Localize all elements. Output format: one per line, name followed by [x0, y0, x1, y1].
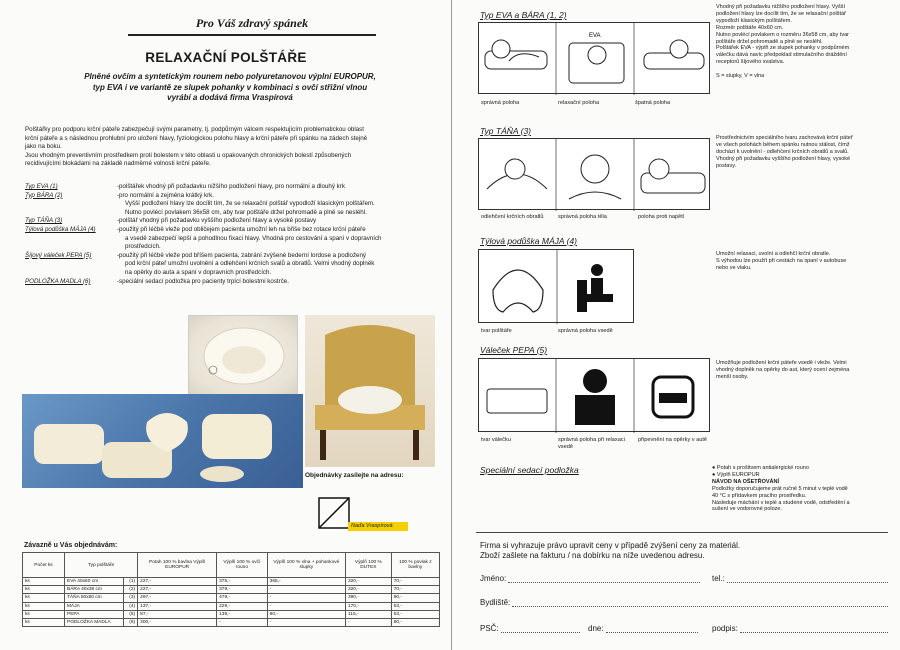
description-line: vhodný doplněk na opěrky do aut, který ocení zejména: [716, 366, 850, 373]
description-line: Vhodný při požadavku vyššího podložení hlavy, vysoké: [716, 155, 851, 162]
tana-positions-illustration: [479, 139, 711, 211]
pepa-illustration: [478, 358, 710, 432]
pillow-photo: [188, 315, 298, 397]
table-cell: 227,-: [138, 578, 217, 586]
table-row: [23, 586, 440, 594]
table-cell: -: [267, 618, 345, 626]
table-cell: 479,-: [217, 594, 268, 602]
table-cell: 170,-: [345, 602, 391, 610]
product-desc-line: na opěrky do auta a spaní v dopravních prostředcích.: [125, 268, 272, 276]
product-desc-line: -použitý při léčbě vleže pod bříšem pacienta, zabrání zvýšené bederní lordose a podložený: [117, 251, 367, 259]
pillow-illustration: [189, 316, 299, 398]
product-desc-line: Vyšší podložení hlavy lze docílit tím, že se relaxační polštář vypodloží klasickým polštářem.: [125, 200, 375, 208]
product-desc: [117, 183, 440, 192]
description-line: sušení ve vodorovné poloze.: [712, 506, 783, 513]
table-cell: 137,-: [138, 602, 217, 610]
table-cell: 70,-: [391, 578, 439, 586]
table-header-row: [23, 553, 440, 578]
subtitle: [40, 72, 420, 104]
description-line: vypodloží klasickým polštářem.: [716, 17, 792, 24]
table-row: [23, 594, 440, 602]
description-line: 40 °C s přídavkem pracího prostředku.: [712, 492, 807, 499]
table-cell: 115,-: [345, 610, 391, 618]
table-cell: -: [267, 602, 345, 610]
description-line: S výhodou lze použít při cestách na spaní v autobuse: [716, 257, 847, 264]
product-row: [25, 192, 440, 218]
table-cell: 300,-: [138, 618, 217, 626]
divider: [476, 532, 888, 533]
product-row: [25, 252, 440, 278]
signature-field[interactable]: [712, 624, 888, 633]
description-line: Rozměr polštáře 40x60 cm.: [716, 24, 784, 31]
table-cell: -: [217, 618, 268, 626]
table-cell: 90,-: [391, 594, 439, 602]
header-cell: 100 % povlak z bavlny: [391, 553, 439, 578]
eva-label: EVA: [589, 33, 601, 39]
header-cell: Výplň 100 % ovčí rouno: [217, 553, 268, 578]
table-cell[interactable]: ks: [23, 602, 65, 610]
signature-label: podpis:: [712, 624, 738, 633]
table-cell: 320,-: [345, 578, 391, 586]
caption: relaxační poloha: [558, 100, 600, 106]
product-desc: [117, 252, 440, 278]
caption: správná poloha vsedě: [558, 328, 613, 334]
product-row: [25, 278, 440, 287]
order-title: Závazně u Vás objednávám:: [24, 542, 118, 549]
header-cell: Potah 100 % bavlna Výplň EUROPUR: [138, 553, 217, 578]
product-row: [25, 183, 440, 192]
table-cell: -: [345, 618, 391, 626]
care-text: [712, 486, 892, 514]
product-desc: [117, 278, 440, 287]
caption: připevnění na opěrky v autě: [638, 437, 708, 443]
product-desc-line: a vsedě zabezpečí lepší a pohodlnou fixaci hlavy. Vhodná pro cestování a spaní v dopravních: [125, 234, 382, 242]
banner: Pro Váš zdravý spánek: [128, 12, 376, 34]
table-row: [23, 578, 440, 586]
order-table-body: [23, 578, 440, 627]
logo-text: Naďa Vraspírová: [348, 522, 408, 531]
table-cell: 80,-: [391, 618, 439, 626]
bullet-item: ● Potah s prošitvem antialergické rouno: [712, 465, 892, 472]
table-cell: (3): [124, 594, 138, 602]
description-line: Nutno povlécí povlakem o rozměru 36x58 cm, aby tvar: [716, 31, 849, 38]
product-row: [25, 217, 440, 226]
header-cell: Typ polštáře: [65, 553, 138, 578]
intro-line: Jsou vhodným preventivním prostředkem proti bolestem v této oblasti u opakovaných chronických bolestí způsobených: [25, 151, 352, 159]
intro-text: [25, 126, 435, 169]
subtitle-line: Plněné ovčím a syntetickým rounem nebo polyuretanovou výplní EUROPUR,: [84, 72, 376, 81]
table-cell: 229,-: [217, 602, 268, 610]
description-line: Polštářek EVA - výplň ze slupek pohanky v podpůrném: [716, 45, 850, 52]
caption: špatná poloha: [635, 100, 671, 106]
intro-line: jako na boku.: [25, 143, 62, 151]
table-cell: (2): [124, 586, 138, 594]
table-cell: 53,-: [391, 602, 439, 610]
phone-label: tel.:: [712, 574, 725, 583]
table-cell: BÁRA 40x36 cm: [65, 586, 124, 594]
table-cell[interactable]: ks: [23, 578, 65, 586]
product-photo: [22, 394, 303, 488]
product-name: Typ BÁRA (2): [25, 191, 63, 199]
address-label: Bydliště:: [480, 598, 511, 607]
description-line: podložení hlavy lze docílit tím, že se relaxační polštář: [716, 10, 846, 17]
table-cell: (6): [124, 618, 138, 626]
pepa-positions-illustration: [479, 359, 711, 433]
signature-input-line[interactable]: [740, 624, 888, 633]
description-line: nebo ve vlaku.: [716, 264, 752, 271]
maja-shape-illustration: [479, 250, 635, 324]
product-desc: [117, 226, 440, 252]
product-desc-line: -pro normální a zejména krátký krk.: [117, 191, 214, 199]
tana-description: [716, 135, 892, 170]
header-cell: Počet ks: [23, 553, 65, 578]
product-desc-line: pod krční páteř umožní uvolnění a odlehčení krčních svalů a obratlů. Velmi vhodný doplněk: [125, 260, 375, 268]
phone-field[interactable]: [712, 574, 888, 583]
product-name: Typ EVA (1): [25, 183, 58, 190]
table-cell: 297,-: [138, 594, 217, 602]
table-cell: -: [267, 594, 345, 602]
eva-bara-illustration: [478, 22, 710, 94]
product-desc-line: -polštář vhodný při požadavku vyššího podložení hlavy a vysoké postavy: [117, 217, 317, 225]
section-title-seat: Speciální sedací podložka: [480, 465, 579, 475]
sleeping-positions-illustration: [479, 23, 711, 95]
caption: odlehčení krčních obratlů: [481, 214, 544, 220]
table-cell: 53,-: [391, 610, 439, 618]
description-line: menší osoby.: [716, 373, 749, 380]
caption: správná poloha při relaxaci vsedě: [558, 437, 625, 450]
phone-input-line[interactable]: [727, 574, 888, 583]
table-row: [23, 618, 440, 626]
intro-line: krční páteře a s následnou prohlubní pro uložení hlavy, fyziologickou polohu hlavy a krční páteře při spánku na zádech stejně: [25, 134, 368, 142]
caption: poloha proti napětí: [638, 214, 685, 220]
description-line: válečku dává navíc předpoklad stimulačního dráždění: [716, 52, 847, 59]
bullet-item: ● Výplň EUROPUR: [712, 472, 892, 479]
product-desc-line: -použitý při léčbě vleže pod obličejem pacienta umožní leh na břiše bez rotace krční páteře: [117, 225, 366, 233]
table-cell: 320,-: [345, 586, 391, 594]
description-line: S = slupky, V = vlna: [716, 73, 765, 80]
name-label: Jméno:: [480, 574, 507, 583]
description-line: postavy.: [716, 162, 737, 169]
zip-label: PSČ:: [480, 624, 499, 633]
table-cell: MÁJA: [65, 602, 124, 610]
product-desc-line: -speciální sedací podložka pro pacienty trpící bolestmi kostrče.: [117, 277, 289, 285]
zip-input-line[interactable]: [501, 624, 580, 633]
table-cell: -: [267, 586, 345, 594]
product-list: [25, 183, 440, 286]
table-cell: PODLOŽKA MADLA: [65, 618, 124, 626]
table-cell: TÁŇA 50x60 cm: [65, 594, 124, 602]
pillows-illustration: [22, 394, 303, 488]
product-desc: [117, 217, 440, 226]
description-line: receptorů šíjového svalstva.: [716, 59, 785, 66]
description-line: dochází k uvolnění - odlehčení krčních obratlů a svalů.: [716, 148, 849, 155]
product-desc-line: Nutno povlécí povlakem 36x58 cm, aby tvar polštáře držel pohromadě a plně se nesléhl.: [125, 208, 367, 216]
subtitle-line: typ EVA i ve variantě ze slupek pohanky v kombinaci s ovčí střižní vlnou: [92, 82, 368, 92]
table-cell: 379,-: [217, 586, 268, 594]
table-cell: (1): [124, 578, 138, 586]
table-cell: PEPA: [65, 610, 124, 618]
chair-photo: [305, 315, 435, 467]
name-input-line[interactable]: [508, 574, 700, 583]
section-title-maja: Týlová podůška MÁJA (4): [480, 236, 577, 246]
description-line: Podložky doporučujeme prát ručně 5 minut v teplé vodě: [712, 485, 848, 492]
product-name: Týlová podůška MÁJA (4): [25, 225, 96, 233]
date-field[interactable]: [588, 624, 698, 633]
table-cell: 227,-: [138, 586, 217, 594]
section-title-eva-bara: Typ EVA a BÁRA (1, 2): [480, 10, 567, 20]
name-field[interactable]: [480, 574, 700, 583]
description-line: ve všech polohách během spánku nutnou stálost, čímž: [716, 141, 850, 148]
date-label: dne:: [588, 624, 604, 633]
date-input-line[interactable]: [606, 624, 698, 633]
product-name: Typ TÁŇA (3): [25, 217, 63, 225]
chair-illustration: [305, 315, 435, 467]
order-address-note: Objednávky zasílejte na adresu:: [305, 472, 404, 479]
table-cell: 365,-: [267, 578, 345, 586]
table-cell[interactable]: ks: [23, 594, 65, 602]
section-title-tana: Typ TÁŇA (3): [480, 126, 532, 136]
maja-description: [716, 251, 892, 272]
care-title: NÁVOD NA OŠETŘOVÁNÍ: [712, 478, 780, 485]
tana-illustration: [478, 138, 710, 210]
description-line: Umožňuje podložení krční páteře vsedě i vleže. Velmi: [716, 360, 847, 366]
description-line: [716, 66, 892, 73]
product-desc-line: prostředcích.: [125, 243, 161, 251]
table-row: [23, 602, 440, 610]
maja-illustration: [478, 249, 634, 323]
description-line: Umožní relaxaci, uvolní a odlehčí krční obratle.: [716, 251, 831, 257]
intro-line: Polštářky pro podporu krční páteře zabezpečují svými parametry, tj. podpůrným válcem respektujícím problematickou oblast: [25, 126, 364, 133]
eva-bara-description: [716, 4, 892, 80]
table-cell: (4): [124, 602, 138, 610]
product-name: Šíjový váleček PEPA (5): [25, 251, 92, 259]
table-cell: 90,-: [267, 610, 345, 618]
description-line: Vhodný při požadavku nižšího podložení hlavy. Vyšší: [716, 4, 846, 10]
table-cell[interactable]: ks: [23, 610, 65, 618]
notice: [480, 541, 880, 561]
description-line: Následuje máchání v teplé a studené vodě, odstředění a: [712, 499, 850, 506]
table-cell: (5): [124, 610, 138, 618]
seat-details: [712, 465, 892, 513]
order-table: [22, 552, 440, 627]
address-field[interactable]: [480, 598, 888, 607]
table-cell: EVA 40x60 cm: [65, 578, 124, 586]
table-cell[interactable]: ks: [23, 618, 65, 626]
notice-line: Firma si vyhrazuje právo upravit ceny v případě zvýšení ceny za materiál.: [480, 541, 741, 550]
pepa-description: [716, 360, 892, 381]
table-cell: 87,-: [138, 610, 217, 618]
product-row: [25, 226, 440, 252]
intro-line: recidivujícími blokádami na základě nadměrné volnosti krční páteře.: [25, 160, 211, 168]
table-cell: 139,-: [217, 610, 268, 618]
section-title-pepa: Váleček PEPA (5): [480, 345, 548, 355]
table-cell[interactable]: ks: [23, 586, 65, 594]
caption: tvar polštáře: [481, 328, 512, 334]
caption: správná poloha: [481, 100, 520, 106]
caption: správná poloha těla: [558, 214, 607, 220]
address-input-line[interactable]: [512, 598, 888, 607]
table-cell: 390,-: [345, 594, 391, 602]
table-cell: 70,-: [391, 586, 439, 594]
product-desc: [117, 192, 440, 218]
header-cell: Výplň 100 % vlna + pohankové slupky: [267, 553, 345, 578]
caption: tvar válečku: [481, 437, 511, 443]
product-name: PODLOŽKA MADLA (6): [25, 277, 91, 285]
header-cell: Výplň 100 % DUTEX: [345, 553, 391, 578]
description-line: Prostřednictvím speciálního tvaru zachovává krční páteř: [716, 135, 853, 141]
table-cell: 375,-: [217, 578, 268, 586]
product-desc-line: -polštářek vhodný při požadavku nižšího podložení hlavy, pro normální a dlouhý krk: [117, 183, 345, 190]
subtitle-line: vyrábí a dodává firma Vraspírová: [167, 93, 293, 102]
notice-line: Zboží zašlete na fakturu / na dobírku na níže uvedenou adresu.: [480, 551, 705, 560]
zip-field[interactable]: [480, 624, 580, 633]
table-row: [23, 610, 440, 618]
page-title: RELAXAČNÍ POLŠTÁŘE: [145, 50, 307, 65]
description-line: polštáře držel pohromadě a plně se nesléhl.: [716, 38, 823, 45]
